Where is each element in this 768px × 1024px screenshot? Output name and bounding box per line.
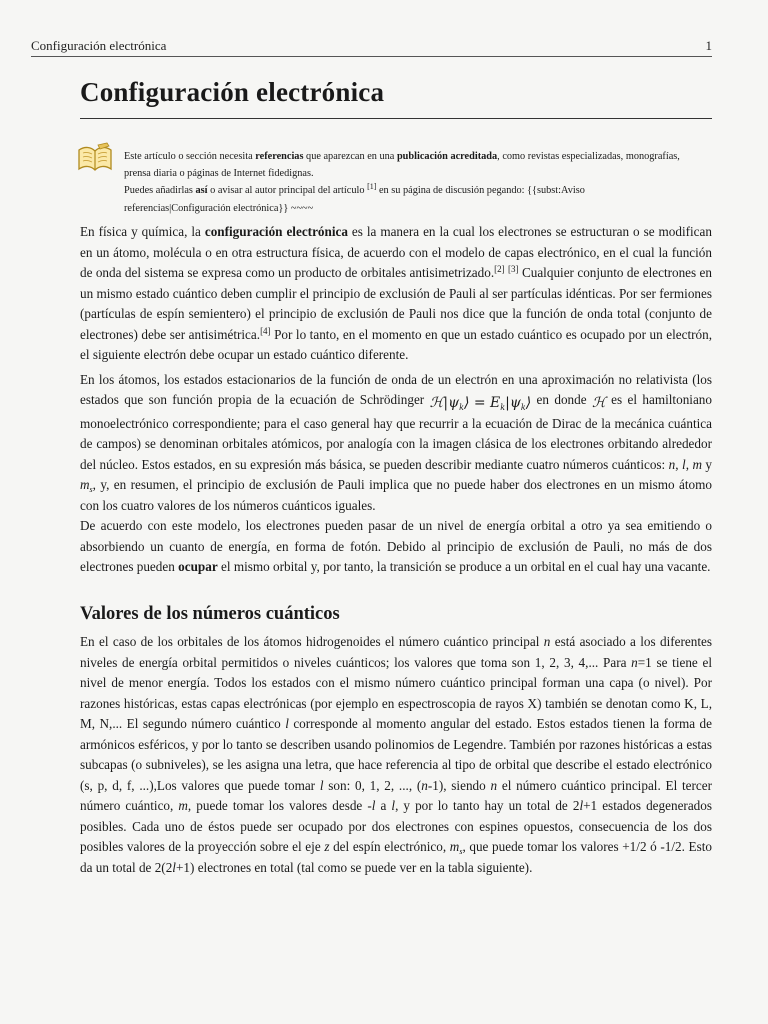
symbol-ms: m (449, 839, 460, 854)
symbol-n: n (543, 634, 551, 649)
page-number: 1 (705, 38, 712, 53)
paragraph-transitions (80, 516, 712, 578)
citation-4[interactable]: [4] (260, 325, 271, 336)
section-heading: Valores de los números cuánticos (80, 603, 340, 624)
symbol-l: l (172, 859, 176, 875)
text-segment: , y, en resumen, el principio de exclusión de Pauli implica que no puede haber dos electrones en un mismo átomo con los cuatro valores de los números cuánticos iguales. (80, 477, 712, 513)
symbol-l: l (285, 716, 289, 731)
hamiltonian-symbol: ℋ (591, 395, 606, 411)
article-body (80, 222, 712, 881)
equation-subscript: k (500, 403, 506, 412)
symbol-ms: m (80, 477, 90, 492)
notice-text (124, 148, 714, 217)
book-icon (76, 142, 114, 174)
symbol-n: n (631, 654, 638, 670)
title-divider (80, 118, 712, 119)
symbol-l: l (682, 456, 686, 472)
bold-term: ocupar (178, 559, 218, 574)
text-segment: , (685, 456, 693, 472)
article-title: Configuración electrónica (80, 77, 385, 107)
running-header (31, 38, 712, 57)
notice-text-segment: , como revistas especializadas, monografías, (497, 151, 680, 162)
text-segment: Por lo tanto, en el momento en que un estado cuántico es ocupado por un electrón, el siguiente electrón debe ocupar un estado cuántico diferente. (80, 326, 712, 362)
citation-2[interactable]: [2] (494, 264, 505, 274)
text-segment: son: 0, 1, 2, ..., ( (323, 777, 422, 793)
text-segment: está asociado a los diferentes niveles de energía orbital permitidos o niveles cuánticos; los valores que toma son 1, 2, 3, 4,... Para (80, 634, 712, 670)
paragraph-orbitals (80, 370, 712, 517)
equation-part: ℋ|ψ (429, 395, 460, 411)
text-segment: , que puede tomar los valores +1/2 ó -1/2. Esto da un total de 2(2 (80, 839, 712, 875)
text-segment: a (375, 798, 392, 813)
text-segment: +1) electrones en total (tal como se puede ver en la tabla siguiente). (175, 859, 533, 875)
symbol-m: m (692, 456, 702, 472)
symbol-n: n (668, 456, 676, 472)
symbol-ms-subscript: s (89, 485, 93, 494)
notice-link-publicacion[interactable]: publicación acreditada (396, 151, 498, 162)
symbol-l: l (319, 777, 324, 793)
text-segment: en donde (531, 392, 592, 407)
text-segment: Cualquier conjunto de electrones en un mismo estado cuántico deben cumplir el principio de exclusión de Pauli al ser partículas idénticas. Por ser fermiones (partículas de espín semientero) el principio de exclusión de Pauli nos dice que la función de onda total (conjunto de electrones) debe ser antisimétrica. (80, 265, 713, 342)
symbol-m: m (178, 798, 188, 813)
notice-link-asi[interactable]: así (195, 185, 208, 197)
text-segment: +1 estados degenerados posibles. Cada uno de éstos puede ser ocupado por dos electrones con espines opuestos, consecuencia de los dos posibles valores de la proyección sobre el eje (80, 798, 712, 854)
notice-text-segment: o avisar al autor principal del artículo (207, 185, 368, 197)
text-segment: -1), siendo (427, 777, 491, 793)
text-segment: En física y química, la (80, 224, 205, 239)
text-segment: es la manera en la cual los electrones se estructuran o se modifican en un átomo, molécula o en otra estructura física, de acuerdo con el modelo de capas electrónico, en el cual la función de onda del sistema se expresa como un producto de orbitales antisimetrizado. (80, 224, 712, 280)
text-segment: , (675, 456, 683, 472)
text-segment: , puede tomar los valores desde (187, 798, 368, 813)
notice-text-segment: que aparezcan en una (303, 151, 397, 162)
equation-part: |ψ (505, 395, 521, 411)
text-segment: es el hamiltoniano monoelectrónico correspondiente; para el caso general hay que recurrir a la ecuación de Dirac de la mecánica cuántica de campos) se denominan orbitales atómicos, por analogía con la imagen clásica de los electrones orbitando alrededor del núcleo. Estos estados, en su expresión más básica, se pueden describir mediante cuatro números cuánticos: (80, 392, 712, 472)
paragraph-intro (80, 222, 712, 366)
text-segment: De acuerdo con este modelo, los electrones pueden pasar de un nivel de energía orbital a otro ya sea emitiendo o absorbiendo un cuanto de energía, en forma de fotón. Debido al principio de exclusión de Pauli, no más de dos electrones pueden (80, 518, 712, 574)
equation-subscript: k (459, 403, 464, 412)
paragraph-quantum-numbers (80, 632, 712, 878)
equation-part: ⟩ (525, 395, 532, 411)
notice-text-segment: Este artículo o sección necesita (124, 151, 256, 162)
text-segment: =1 se tiene el nivel de menor energía. Todos los estados con el mismo número cuántico principal forman una capa (o nivel). Por razones históricas, estas capas electrónicas (por ejemplo en espectroscopia de rayos X) también se denotan como K, L, M, N,... El segundo número cuántico (80, 654, 712, 731)
citation-1[interactable]: [1] (367, 182, 377, 192)
symbol-z: z (324, 839, 330, 854)
equation-part: ⟩ = E (463, 395, 501, 411)
symbol-ms-subscript: s (459, 847, 463, 856)
text-segment: el mismo orbital y, por tanto, la transición se produce a un orbital en el cual hay una vacante. (217, 559, 711, 574)
text-segment: corresponde al momento angular del estado. Estos estados tienen la forma de armónicos esféricos, y por lo tanto se describen usando polinomios de Legendre. También por razones históricas a estas subcapas (o subniveles), se les asigna una letra, que hace referencia al tipo de orbital que describe el estado electrónico (s, p, d, f, ...),Los valores que puede tomar (80, 716, 712, 793)
bold-term: configuración electrónica (204, 224, 348, 239)
running-header-title: Configuración electrónica (31, 38, 167, 53)
notice-text-segment: prensa diaria o páginas de Internet fidedignas. (124, 168, 314, 180)
notice-link-referencias[interactable]: referencias (255, 151, 304, 162)
notice-text-segment: en su página de discusión pegando: {{subst:Aviso (376, 185, 585, 197)
text-segment: y (701, 456, 713, 472)
text-segment: del espín electrónico, (329, 839, 450, 854)
symbol-minus-l: -l (367, 798, 376, 813)
text-segment: En los átomos, los estados estacionarios de la función de onda de un electrón en una aproximación no relativista (los estados que son función propia de la ecuación de Schrödinger (80, 371, 712, 407)
symbol-l: l (579, 798, 584, 813)
symbol-l: l (391, 798, 396, 813)
text-segment: el número cuántico principal. El tercer número cuántico, (80, 777, 712, 813)
notice-text-segment: referencias|Configuración electrónica}} ~~~~ (124, 202, 314, 214)
schrodinger-equation (430, 393, 532, 414)
equation-subscript: k (520, 403, 526, 412)
notice-text-segment: Puedes añadirlas (124, 185, 196, 197)
text-segment: En el caso de los orbitales de los átomos hidrogenoides el número cuántico principal (80, 634, 544, 649)
citation-3[interactable]: [3] (508, 264, 519, 274)
symbol-n: n (421, 777, 428, 793)
text-segment: , y por lo tanto hay un total de 2 (395, 798, 580, 813)
symbol-n: n (490, 777, 498, 793)
